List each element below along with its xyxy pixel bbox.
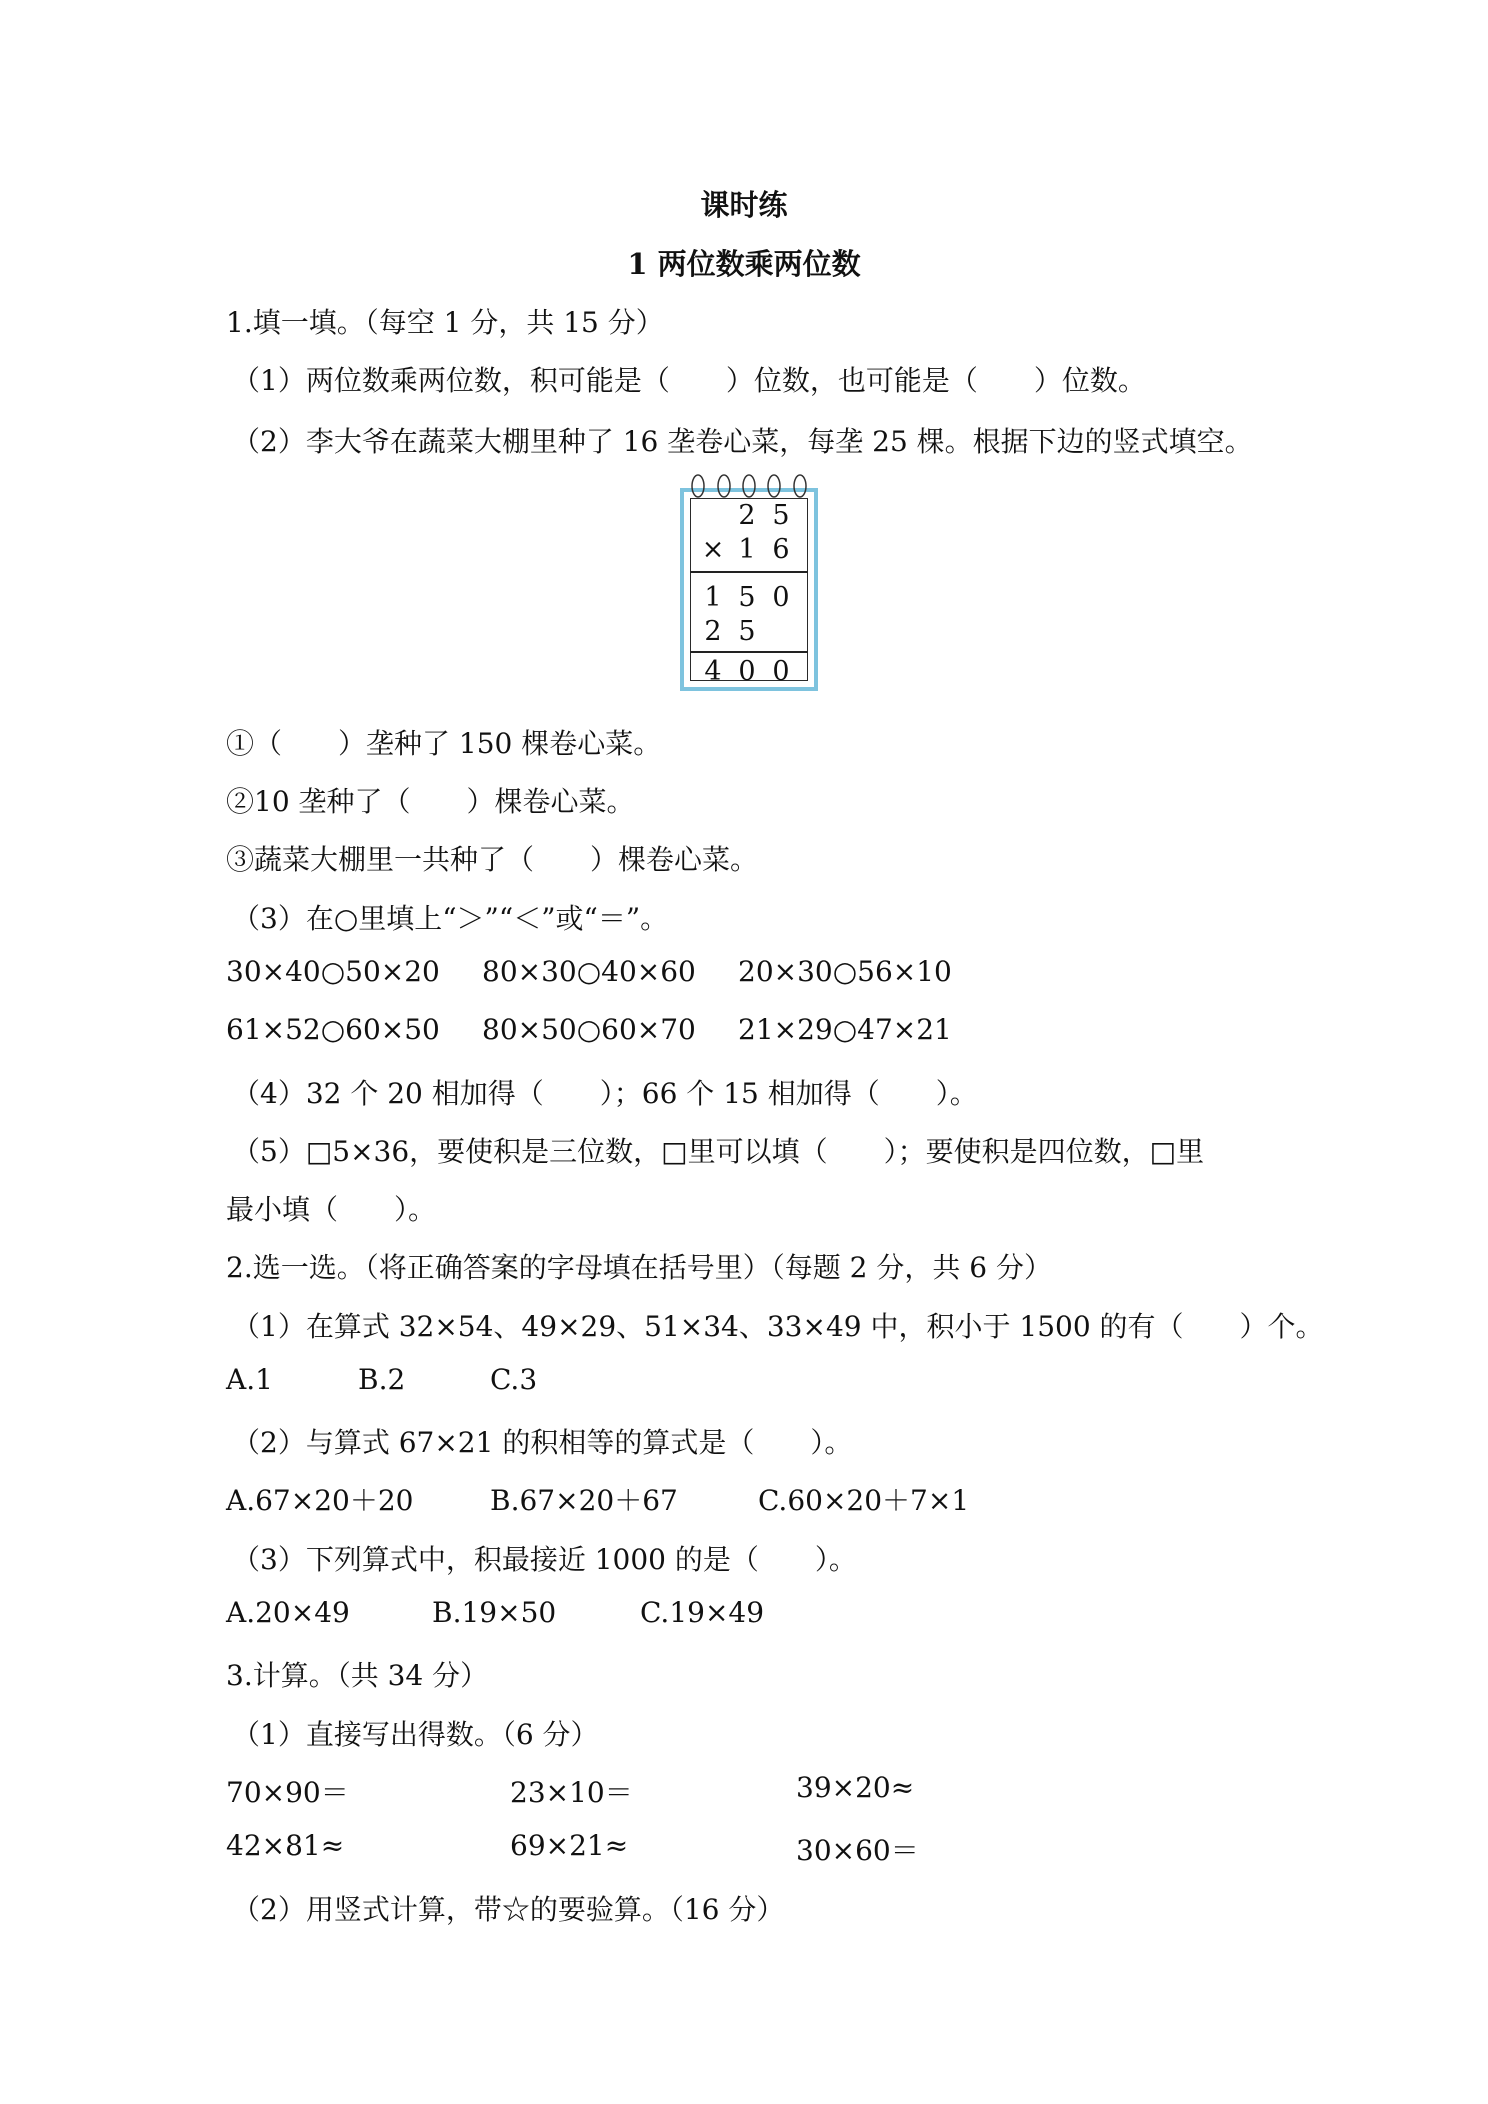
calc-cell: 4 — [704, 656, 722, 687]
option-item: C.60×20＋7×1 — [758, 1484, 970, 1517]
calc-row-2 — [698, 534, 800, 568]
compare-item: 21×29○47×21 — [738, 1013, 952, 1046]
section2-heading: 2.选一选。（将正确答案的字母填在括号里）（每题 2 分，共 6 分） — [226, 1251, 1052, 1284]
compare-item: 61×52○60×50 — [226, 1013, 440, 1046]
section1-q2: （2）李大爷在蔬菜大棚里种了 16 垄卷心菜，每垄 25 棵。根据下边的竖式填空。 — [232, 425, 1253, 458]
oral-calc-item: 30×60＝ — [796, 1834, 919, 1867]
oral-calc-item: 23×10＝ — [510, 1776, 633, 1809]
compare-item: 30×40○50×20 — [226, 955, 440, 988]
section2-q3: （3）下列算式中，积最接近 1000 的是（ ）。 — [232, 1543, 857, 1576]
section3-q1: （1）直接写出得数。（6 分） — [232, 1718, 599, 1751]
oral-calc-item: 42×81≈ — [226, 1829, 345, 1862]
compare-item: 20×30○56×10 — [738, 955, 952, 988]
calc-cell: 2 — [704, 616, 722, 647]
oral-calc-item: 70×90＝ — [226, 1776, 349, 1809]
page-title: 课时练 — [700, 188, 788, 222]
calc-rule-2 — [690, 651, 808, 653]
calc-cell: 5 — [772, 500, 790, 531]
section1-q5-line1: （5）□5×36，要使积是三位数，□里可以填（ ）；要使积是四位数，□里 — [232, 1135, 1205, 1168]
calc-cell: 2 — [738, 500, 756, 531]
oral-calc-item: 39×20≈ — [796, 1771, 915, 1804]
section1-q2-sub1: ①（ ）垄种了 150 棵卷心菜。 — [226, 727, 662, 760]
section1-q3: （3）在○里填上“＞”“＜”或“＝”。 — [232, 902, 669, 935]
section1-heading: 1.填一填。（每空 1 分，共 15 分） — [226, 306, 664, 339]
section1-q1: （1）两位数乘两位数，积可能是（ ）位数，也可能是（ ）位数。 — [232, 364, 1146, 397]
option-item: A.67×20＋20 — [226, 1484, 414, 1517]
calc-row-5 — [698, 656, 800, 690]
calc-rule-1 — [690, 571, 808, 573]
option-item: B.2 — [358, 1363, 406, 1396]
compare-item: 80×50○60×70 — [482, 1013, 696, 1046]
section3-q2: （2）用竖式计算，带☆的要验算。（16 分） — [232, 1893, 785, 1926]
option-item: A.20×49 — [226, 1596, 350, 1629]
calc-cell: 1 — [704, 582, 722, 613]
calc-row-3 — [698, 582, 800, 616]
calc-cell: 5 — [738, 616, 756, 647]
section2-q2: （2）与算式 67×21 的积相等的算式是（ ）。 — [232, 1426, 853, 1459]
option-item: B.67×20＋67 — [490, 1484, 678, 1517]
calc-cell: 1 — [738, 534, 756, 565]
calc-row-4 — [698, 616, 800, 650]
option-item: B.19×50 — [432, 1596, 557, 1629]
section1-q5-line2: 最小填（ ）。 — [226, 1193, 437, 1226]
compare-item: 80×30○40×60 — [482, 955, 696, 988]
calc-cell: 6 — [772, 534, 790, 565]
notepad-rings-icon — [682, 472, 816, 502]
option-item: C.3 — [490, 1363, 538, 1396]
section2-q1: （1）在算式 32×54、49×29、51×34、33×49 中，积小于 1500 的有（ ）个。 — [232, 1310, 1324, 1343]
calc-cell: 5 — [738, 582, 756, 613]
section1-q4: （4）32 个 20 相加得（ ）；66 个 15 相加得（ ）。 — [232, 1077, 978, 1110]
oral-calc-item: 69×21≈ — [510, 1829, 629, 1862]
page-subtitle: 1 两位数乘两位数 — [627, 247, 861, 281]
calc-cell: 0 — [772, 656, 790, 687]
section3-heading: 3.计算。（共 34 分） — [226, 1659, 489, 1692]
calc-cell: 0 — [738, 656, 756, 687]
option-item: C.19×49 — [640, 1596, 765, 1629]
calc-cell: × — [701, 534, 725, 565]
option-item: A.1 — [226, 1363, 273, 1396]
section1-q2-sub3: ③蔬菜大棚里一共种了（ ）棵卷心菜。 — [226, 843, 759, 876]
calc-cell: 0 — [772, 582, 790, 613]
section1-q2-sub2: ②10 垄种了（ ）棵卷心菜。 — [226, 785, 635, 818]
calc-row-1 — [698, 500, 800, 534]
